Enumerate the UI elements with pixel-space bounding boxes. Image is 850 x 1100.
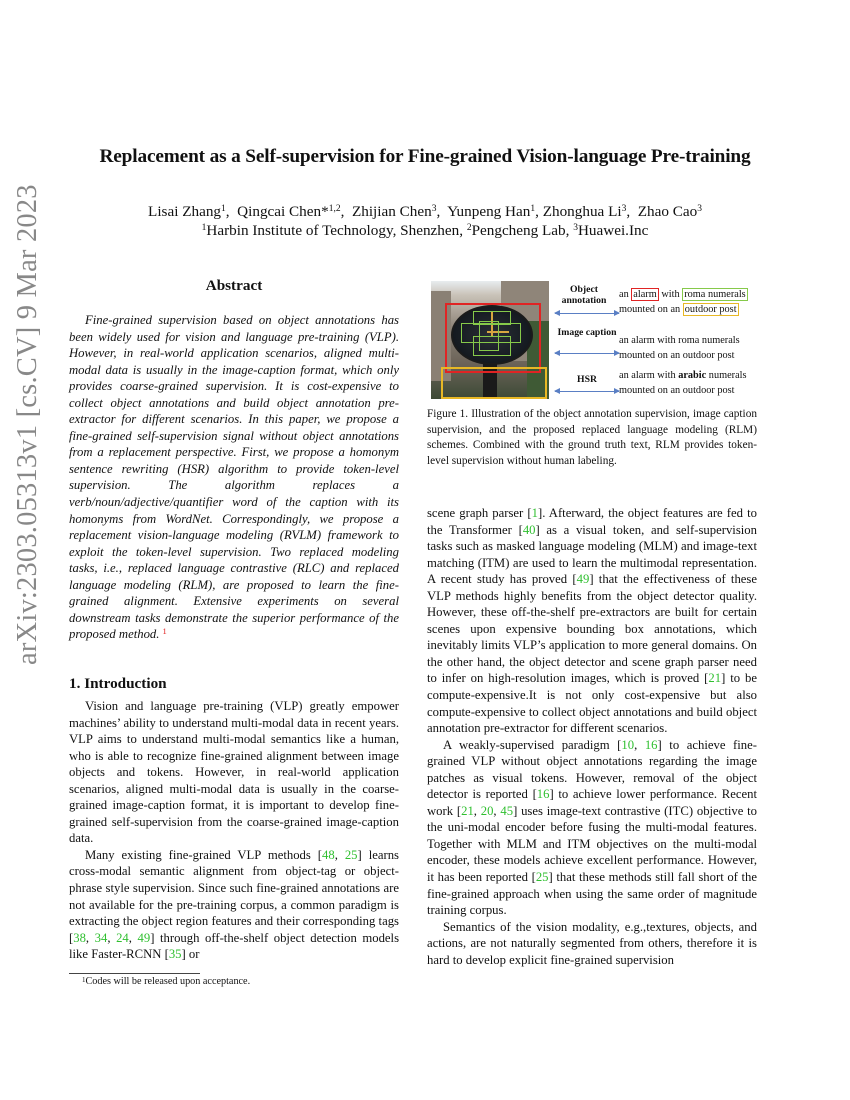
footnote-mark: 1 xyxy=(82,976,86,984)
text-line: mounted on an outdoor post xyxy=(619,350,735,361)
text-line: an alarm with roma numerals xyxy=(619,335,740,346)
text-run: ] that these methods still fall short of the fine-grained approach when using the same order of magnitude training corpus. xyxy=(427,870,757,918)
image-caption-text xyxy=(619,333,740,363)
author-block xyxy=(0,202,850,240)
citation-link[interactable]: 21 xyxy=(708,671,722,686)
text-run: Many existing fine-grained VLP methods [ xyxy=(85,847,323,862)
text-run: with xyxy=(658,289,683,300)
citation-link[interactable]: 38 xyxy=(73,930,86,945)
affiliation: Harbin Institute of Technology, Shenzhen, xyxy=(206,222,467,239)
citation-link[interactable]: 40 xyxy=(522,522,536,537)
citation-link[interactable]: 34 xyxy=(94,930,108,945)
author-name: Qingcai Chen* xyxy=(237,203,329,220)
text-run: A weakly-supervised paradigm [ xyxy=(443,737,622,752)
citation-link[interactable]: 48 xyxy=(322,847,335,862)
text-run: an xyxy=(619,289,632,300)
affiliation-mark: 1 xyxy=(201,223,207,233)
footnote-divider xyxy=(69,973,200,974)
section-heading-introduction: 1. Introduction xyxy=(69,675,167,692)
post-tag: outdoor post xyxy=(684,304,737,315)
text-run: ] that the effectiveness of these VLP methods highly benefits from the object detector quality. However, these off-the-shelf pre-extractors are built for certain scenes upon expensive bounding box annotations, which inevitably limits VLP’s application to more general domains. On the other hand, the object detector and scene graph parser need to infer on high-resolution images, which is proved [ xyxy=(427,572,757,686)
separator: , xyxy=(473,803,481,818)
text-run: numerals xyxy=(706,370,747,381)
affiliation-mark: 1 xyxy=(221,204,226,214)
label-hsr: HSR xyxy=(577,374,597,385)
affiliation-mark: 2 xyxy=(466,223,472,233)
citation-link[interactable]: 24 xyxy=(116,930,129,945)
post-bounding-box xyxy=(441,367,547,399)
separator: , xyxy=(634,737,645,752)
text-run: mounted on an xyxy=(619,304,683,315)
text-line: mounted on an outdoor post xyxy=(619,385,735,396)
paragraph xyxy=(69,847,399,963)
paper-title: Replacement as a Self-supervision for Fine-grained Vision-language Pre-training xyxy=(99,146,751,167)
text-run: ] as a visual token, and self-supervision tasks such as masked language modeling (MLM) and image-text matching (ITM) are used to learn the multimodal representation. A recent study has proved [ xyxy=(427,522,757,587)
author-name: Lisai Zhang xyxy=(148,203,222,220)
author-list: Lisai Zhang$^1$, Qingcai Chen*$^{1,2}$, Zhijian Chen$^3$, Yunpeng Han$^1$, Zhonghua Li$^3$, Zhao Cao$^3$ xyxy=(148,203,702,220)
label-image-caption: Image caption xyxy=(557,327,617,338)
label-object-annotation: Object annotation xyxy=(561,284,607,306)
affiliation-mark: 3 xyxy=(697,204,702,214)
right-column-body xyxy=(427,505,757,968)
affiliation-mark: 1,2 xyxy=(328,204,341,214)
citation-link[interactable]: 1 xyxy=(531,506,538,520)
text-run: ] through off-the-shelf object detection models like Faster-RCNN [ xyxy=(69,930,400,962)
abstract-heading: Abstract xyxy=(205,277,263,294)
figure-caption: Figure 1. Illustration of the object annotation supervision, image caption supervision, and the proposed replaced language modeling (RLM) schemes. Combined with the ground truth text, RLM provides token-level supervision without human labeling. xyxy=(427,408,757,467)
replaced-word: arabic xyxy=(678,370,707,381)
paragraph: Semantics of the vision modality, e.g.,textures, objects, and actions, are not naturally segmented from others, therefore it is hard to develop explicit fine-grained supervision xyxy=(427,919,757,967)
separator: , xyxy=(493,803,501,818)
clock-photo xyxy=(431,281,549,399)
separator: , xyxy=(107,930,117,945)
author-name: Zhijian Chen xyxy=(351,203,432,220)
citation-link[interactable]: 25 xyxy=(344,847,358,862)
text-run: ] or xyxy=(181,947,200,962)
affiliation-mark: 3 xyxy=(621,204,627,214)
author-name: Zhonghua Li xyxy=(542,203,622,220)
footnote-link[interactable]: 1 xyxy=(162,626,167,637)
abstract-body xyxy=(69,312,399,643)
author-name: Zhao Cao xyxy=(637,203,698,220)
text-run: ] to achieve fine-grained VLP without object annotations regarding the image patches as visual tokens. However, removal of the object detector is reported [ xyxy=(427,737,757,802)
affiliation: Pengcheng Lab, xyxy=(471,222,574,239)
citation-link[interactable]: 49 xyxy=(137,930,151,945)
numerals-bounding-box xyxy=(479,321,499,351)
separator: , xyxy=(85,930,95,945)
citation-link[interactable]: 10 xyxy=(621,737,635,752)
paragraph: Vision and language pre-training (VLP) greatly empower machines’ ability to understand multi-modal data in recent years. VLP aims to understand multi-modal semantics like a human, who is able to recognize fine-grained alignment between image objects and tokens. However, in real-world application scenarios, aligned multi-modal data is usually in the coarse-grained image-caption format, it is important to develop fine-grained self-supervision from the coarse-grained image-caption data. xyxy=(69,699,399,846)
citation-link[interactable]: 25 xyxy=(535,870,549,885)
affiliation-mark: 1 xyxy=(530,204,536,214)
citation-link[interactable]: 21 xyxy=(461,803,474,818)
citation-link[interactable]: 35 xyxy=(168,947,182,962)
text-run: ] learns cross-modal semantic alignment from object-tag or object-phrase style supervision. Since such fine-grained annotations are not available for the pre-training corpus, a common paradigm is extracting the object region features and their corresponding tags [ xyxy=(69,847,399,945)
paragraph xyxy=(427,505,757,737)
affiliation-mark: 3 xyxy=(431,204,437,214)
paragraph xyxy=(427,737,757,919)
double-arrow-icon xyxy=(555,391,619,392)
abstract-text: Fine-grained supervision based on object annotations has been widely used for vision and language pre-training (VLP). However, in real-world application scenarios, aligned multi-modal data is usually in the image-caption format, which only provides coarse-grained supervision. It is cost-expensive to collect object annotations and build object annotation pre-extractor for different scenarios. In this paper, we propose a fine-grained self-supervision signal without object annotations from a replacement perspective. First, we propose a homonym sentence rewriting (HSR) algorithm to provide token-level supervision. The algorithm replaces a verb/noun/adjective/quantifier word of the caption with its homonyms from WordNet. Correspondingly, we propose a replacement vision-language modeling (RVLM) framework to exploit the token-level supervision. Two replaced modeling tasks, i.e., replaced language contrastive (RLC) and replaced language modeling (RLM), are proposed to learn the fine-grained alignment. Extensive experiments on several downstream tasks demonstrate the superior performance of the proposed method. xyxy=(69,313,399,642)
text-run: ] uses image-text contrastive (ITC) objective to the uni-modal encoder before fusing the multi-modal features. Together with MLM and ITM objectives on the multi-modal encoder, these models achieve excellent performance. However, it has been reported [ xyxy=(427,803,757,885)
citation-link[interactable]: 45 xyxy=(500,803,514,818)
author-name: Yunpeng Han xyxy=(447,203,531,220)
numerals-tag: roma numerals xyxy=(684,289,746,300)
text-run: scene graph parser [ xyxy=(427,506,532,520)
affiliation-mark: 3 xyxy=(573,223,578,233)
citation-link[interactable]: 16 xyxy=(536,787,550,802)
footnote xyxy=(82,976,250,987)
affiliations xyxy=(0,221,850,240)
object-annotation-text xyxy=(619,287,748,317)
footnote-text: Codes will be released upon acceptance. xyxy=(85,976,251,987)
text-run: ] to be compute-expensive.It is not only cost-expensive but also compute-expensive to collect object annotations and build object annotation pre-extractor for different scenarios. xyxy=(427,671,757,736)
separator: , xyxy=(334,847,345,862)
text-run: ] to achieve lower performance. Recent work [ xyxy=(427,787,757,818)
double-arrow-icon xyxy=(555,353,619,354)
alarm-tag: alarm xyxy=(633,289,657,300)
affiliation: Huawei.Inc xyxy=(577,222,649,239)
citation-link[interactable]: 16 xyxy=(644,737,658,752)
text-run: ]. Afterward, the object features are fed to the Transformer [ xyxy=(427,506,757,537)
separator: , xyxy=(128,930,138,945)
introduction-body xyxy=(69,698,399,963)
hsr-text xyxy=(619,368,747,398)
arxiv-stamp: arXiv:2303.05313v1 [cs.CV] 9 Mar 2023 xyxy=(12,184,43,665)
double-arrow-icon xyxy=(555,313,619,314)
citation-link[interactable]: 20 xyxy=(480,803,494,818)
figure-1 xyxy=(431,281,761,399)
citation-link[interactable]: 49 xyxy=(576,572,590,587)
text-run: an alarm with xyxy=(619,370,679,381)
